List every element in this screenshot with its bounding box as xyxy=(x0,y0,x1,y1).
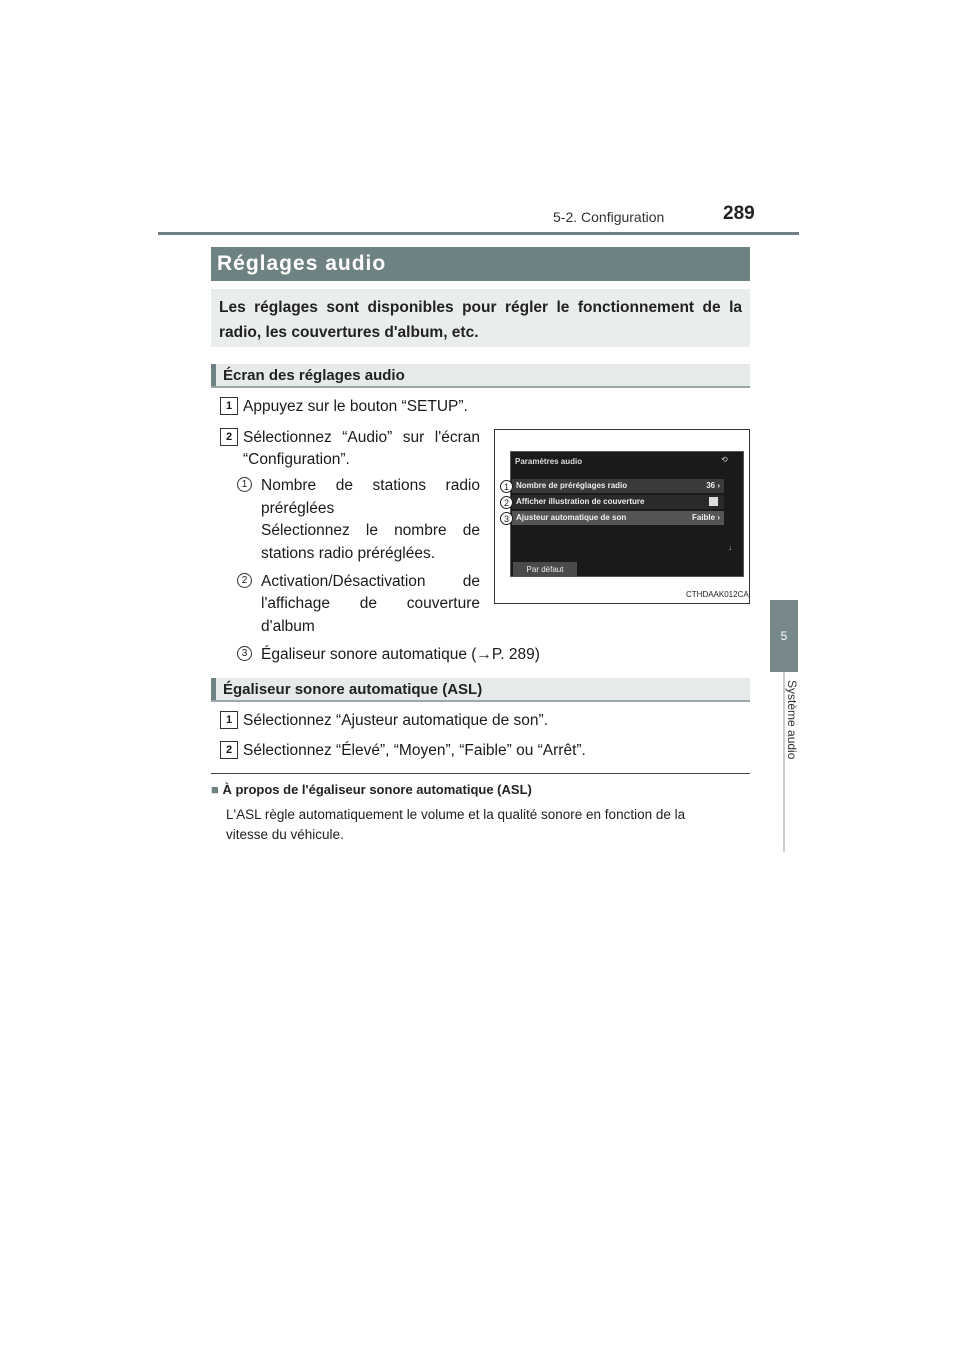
callout-number: 2 xyxy=(237,573,252,588)
scroll-down-icon[interactable]: ↓ xyxy=(728,543,732,552)
step-badge: 1 xyxy=(220,397,238,415)
row-label: Afficher illustration de couverture xyxy=(516,497,645,506)
section-heading-asl xyxy=(211,678,750,702)
screen-title: Paramètres audio xyxy=(515,457,583,466)
chapter-tab[interactable]: 5 xyxy=(770,600,798,672)
section-marker xyxy=(211,364,216,386)
arrow-icon: → xyxy=(476,646,492,663)
note-divider xyxy=(211,773,750,774)
step-badge: 1 xyxy=(220,711,238,729)
chapter-label: Système audio xyxy=(785,680,799,760)
header-divider xyxy=(158,232,799,235)
note-body xyxy=(226,805,685,845)
row-value: Faible › xyxy=(691,513,720,522)
section-heading-text: Égaliseur sonore automatique (ASL) xyxy=(223,681,483,698)
figure-code: CTHDAAK012CA xyxy=(686,590,749,599)
step-text: Sélectionnez “Élevé”, “Moyen”, “Faible” ou “Arrêt”. xyxy=(243,742,586,759)
row-label: Ajusteur automatique de son xyxy=(516,513,627,522)
bullet-icon: ■ xyxy=(211,782,219,797)
callout-number: 3 xyxy=(237,646,252,661)
note-heading-text: À propos de l'égaliseur sonore automatique (ASL) xyxy=(222,782,532,797)
figure-callout: 2 xyxy=(500,496,513,509)
item-text: l'affichage de couverture xyxy=(261,595,480,612)
section-heading-text: Écran des réglages audio xyxy=(223,367,405,384)
item-text: préréglées xyxy=(261,500,335,517)
item-description: stations radio préréglées. xyxy=(261,545,436,562)
step-text: Appuyez sur le bouton “SETUP”. xyxy=(243,398,468,415)
default-button[interactable]: Par défaut xyxy=(513,562,577,576)
settings-row[interactable] xyxy=(512,479,724,493)
step-text: “Configuration”. xyxy=(243,451,350,468)
callout-number: 1 xyxy=(237,477,252,492)
item-text-main: Égaliseur sonore automatique ( xyxy=(261,646,477,663)
step-badge: 2 xyxy=(220,428,238,446)
section-heading-screen xyxy=(211,364,750,388)
step-text: Sélectionnez “Ajusteur automatique de son”. xyxy=(243,712,549,729)
page-number: 289 xyxy=(723,203,755,224)
step-badge: 2 xyxy=(220,741,238,759)
note-heading xyxy=(211,782,532,797)
figure-callout: 3 xyxy=(500,512,513,525)
item-description: Sélectionnez le nombre de xyxy=(261,522,480,539)
step-text: Sélectionnez “Audio” sur l'écran xyxy=(243,429,480,446)
section-marker xyxy=(211,678,216,700)
page-title: Réglages audio xyxy=(211,247,750,281)
item-text: d'album xyxy=(261,618,315,635)
back-icon[interactable]: ⟲ xyxy=(721,455,728,464)
note-body-line: L'ASL règle automatiquement le volume et la qualité sonore en fonction de la xyxy=(226,807,686,822)
row-value: 36 › xyxy=(706,481,720,490)
header-section: 5-2. Configuration xyxy=(553,209,665,225)
item-text xyxy=(261,643,540,666)
figure-callout: 1 xyxy=(500,480,513,493)
settings-row[interactable] xyxy=(512,495,724,509)
settings-row[interactable] xyxy=(512,511,724,525)
note-body-line: vitesse du véhicule. xyxy=(226,827,344,842)
item-text: Activation/Désactivation de xyxy=(261,573,480,590)
checkbox-icon[interactable] xyxy=(709,497,718,506)
row-label: Nombre de préréglages radio xyxy=(516,481,628,490)
intro-text: Les réglages sont disponibles pour régler le fonctionnement de la radio, les couvertures d'album, etc. xyxy=(211,289,750,347)
page-reference[interactable]: P. 289) xyxy=(491,646,540,663)
item-text: Nombre de stations radio xyxy=(261,477,480,494)
